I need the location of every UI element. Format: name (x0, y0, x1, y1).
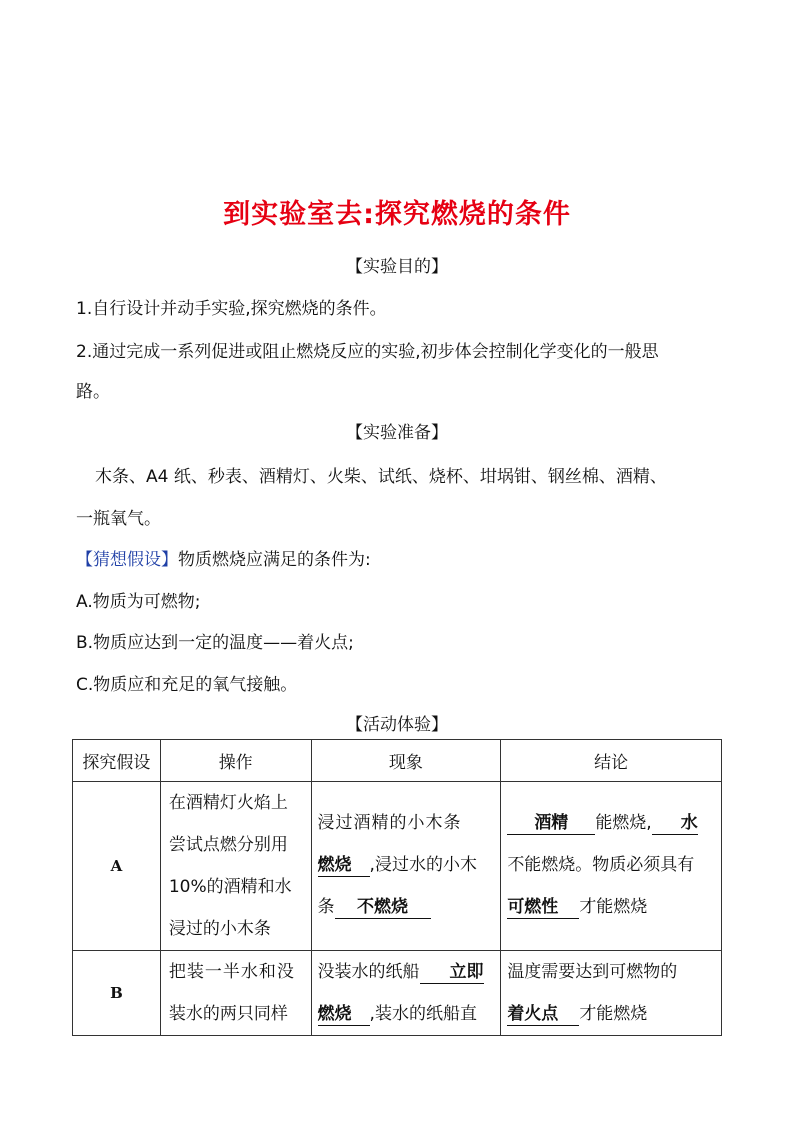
conclusion-a-text: 才能燃烧 (579, 897, 648, 917)
phenomenon-b-text: ,装水的纸船直 (369, 1004, 477, 1024)
phenomenon-a-line2 (318, 844, 495, 886)
conclusion-b-line2 (507, 993, 715, 1035)
hypothesis-line (76, 545, 371, 570)
operation-a (160, 782, 311, 951)
answer-blank: 可燃性 (507, 896, 579, 919)
conclusion-a-line1 (507, 802, 715, 844)
section-heading-activity: 【活动体验】 (346, 715, 448, 735)
row-label-a: A (73, 782, 161, 951)
operation-a-line: 在酒精灯火焰上 (168, 793, 288, 813)
phenomenon-a-text: ,浸过水的小木 (369, 855, 477, 875)
phenomenon-a-line3 (318, 886, 495, 928)
conclusion-a-text: 能燃烧, (595, 813, 652, 833)
header-conclusion: 结论 (501, 740, 722, 782)
experiment-table (72, 739, 722, 1036)
conclusion-a-line3 (507, 886, 715, 928)
header-hypothesis: 探究假设 (73, 740, 161, 782)
phenomenon-b-line2 (318, 993, 495, 1035)
hypothesis-item-a: A.物质为可燃物; (76, 592, 201, 612)
header-phenomenon: 现象 (311, 740, 501, 782)
conclusion-b-line1: 温度需要达到可燃物的 (507, 962, 678, 982)
purpose-item-2: 2.通过完成一系列促进或阻止燃烧反应的实验,初步体会控制化学变化的一般思 (76, 342, 659, 362)
conclusion-b (501, 951, 722, 1036)
operation-a-line: 浸过的小木条 (168, 919, 271, 939)
conclusion-b-text: 才能燃烧 (579, 1004, 648, 1024)
hypothesis-item-b: B.物质应达到一定的温度——着火点; (76, 633, 354, 653)
answer-blank: 不燃烧 (335, 896, 431, 919)
hypothesis-heading: 【猜想假设】 (76, 550, 178, 570)
conclusion-a (501, 782, 722, 951)
answer-blank: 燃烧 (318, 1003, 370, 1026)
phenomenon-b-text: 没装水的纸船 (317, 962, 420, 982)
phenomenon-a-text: 条 (317, 897, 335, 917)
phenomenon-a (311, 782, 501, 951)
section-heading-purpose: 【实验目的】 (346, 257, 448, 277)
purpose-item-2-cont: 路。 (76, 382, 110, 402)
answer-blank: 着火点 (507, 1003, 579, 1026)
table-row-a (73, 782, 722, 951)
table-header-row (73, 740, 722, 782)
answer-blank: 水 (652, 812, 698, 835)
phenomenon-b (311, 951, 501, 1036)
purpose-item-1: 1.自行设计并动手实验,探究燃烧的条件。 (76, 299, 387, 319)
operation-a-line: 尝试点燃分别用 (168, 835, 288, 855)
hypothesis-text: 物质燃烧应满足的条件为: (178, 550, 371, 570)
answer-blank: 酒精 (507, 812, 595, 835)
phenomenon-a-line1: 浸过酒精的小木条 (317, 813, 462, 833)
row-label-b: B (73, 951, 161, 1036)
table-row-b (73, 951, 722, 1036)
section-heading-prep: 【实验准备】 (346, 423, 448, 443)
prep-text-1: 木条、A4 纸、秒表、酒精灯、火柴、试纸、烧杯、坩埚钳、钢丝棉、酒精、 (95, 467, 667, 487)
answer-blank: 立即 (420, 961, 484, 984)
operation-a-line: 10%的酒精和水 (168, 877, 292, 897)
operation-b-line: 装水的两只同样 (168, 1004, 288, 1024)
hypothesis-item-c: C.物质应和充足的氧气接触。 (76, 675, 298, 695)
operation-b (160, 951, 311, 1036)
phenomenon-b-line1 (318, 951, 495, 993)
conclusion-a-line2: 不能燃烧。物质必须具有 (507, 855, 695, 875)
operation-b-line: 把装一半水和没 (168, 962, 295, 982)
prep-text-2: 一瓶氧气。 (76, 509, 161, 529)
answer-blank: 燃烧 (318, 854, 370, 877)
header-operation: 操作 (160, 740, 311, 782)
page-title: 到实验室去:探究燃烧的条件 (223, 199, 571, 230)
